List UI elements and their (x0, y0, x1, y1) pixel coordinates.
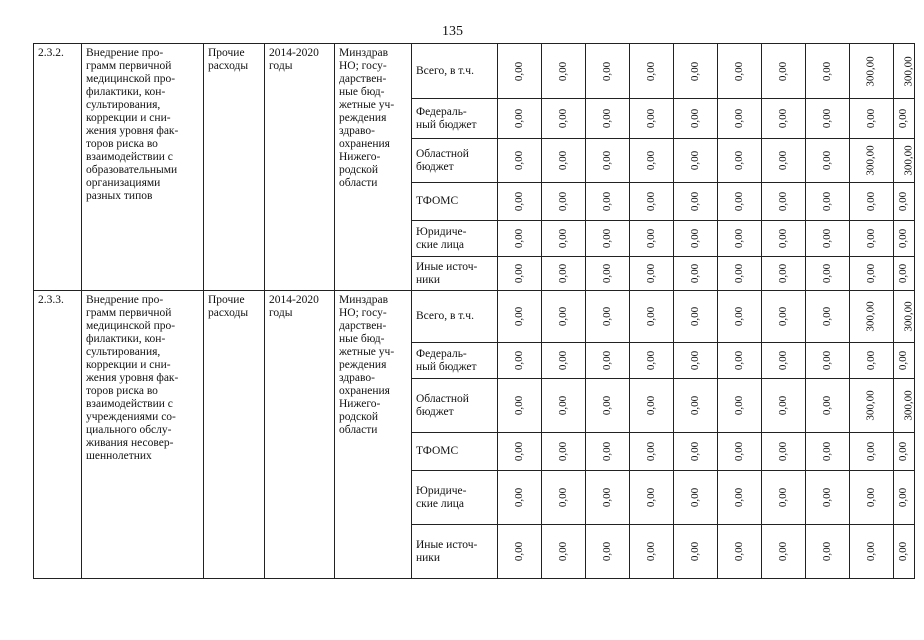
value-cell (542, 257, 586, 291)
value-text: 0,00 (557, 350, 569, 371)
value-text: 0,00 (733, 263, 745, 284)
value-cell (542, 379, 586, 433)
value-text: 0,00 (777, 263, 789, 284)
value-cell (630, 221, 674, 257)
value-cell (762, 139, 806, 183)
value-text: 0,00 (733, 541, 745, 562)
table-body (34, 44, 915, 579)
value-text: 0,00 (513, 61, 525, 81)
value-cell (806, 525, 850, 579)
funding-source: Всего, в т.ч. (412, 291, 498, 343)
value-text: 0,00 (733, 395, 745, 416)
value-text: 0,00 (897, 541, 910, 562)
value-text: 0,00 (645, 395, 657, 416)
value-cell (894, 221, 915, 257)
value-cell (674, 433, 718, 471)
value-text: 0,00 (601, 61, 613, 81)
value-cell (586, 343, 630, 379)
value-text: 0,00 (821, 150, 833, 171)
value-text: 0,00 (689, 191, 701, 212)
value-text: 0,00 (777, 108, 789, 129)
value-cell (542, 343, 586, 379)
value-cell (850, 183, 894, 221)
value-cell (498, 139, 542, 183)
value-text: 0,00 (689, 150, 701, 171)
value-cell (630, 471, 674, 525)
value-cell (806, 139, 850, 183)
value-text: 0,00 (513, 263, 525, 284)
value-cell (498, 471, 542, 525)
value-cell (762, 343, 806, 379)
item-title: Внедрение про- грамм первичной медицинской про- филактики, кон- сультирования, коррекции и сни- жения уровня фак- торов риска во взаимодействии с образовательными организациями разных типов (82, 44, 204, 291)
value-cell (806, 183, 850, 221)
value-text: 0,00 (513, 441, 525, 462)
value-cell (718, 525, 762, 579)
value-cell (718, 99, 762, 139)
value-text: 0,00 (865, 263, 877, 284)
value-text: 0,00 (897, 441, 910, 462)
value-cell (806, 343, 850, 379)
value-text: 0,00 (689, 228, 701, 249)
value-text: 0,00 (897, 228, 910, 249)
value-text: 0,00 (821, 441, 833, 462)
value-text: 300,00 (865, 301, 877, 332)
value-cell (674, 379, 718, 433)
value-text: 300,00 (902, 301, 915, 332)
value-text: 0,00 (601, 191, 613, 212)
value-cell (542, 471, 586, 525)
value-text: 0,00 (645, 228, 657, 249)
value-cell (718, 291, 762, 343)
value-cell (762, 433, 806, 471)
value-text: 0,00 (897, 487, 910, 508)
value-cell (850, 139, 894, 183)
value-text: 0,00 (821, 487, 833, 508)
value-text: 0,00 (645, 150, 657, 171)
value-cell (894, 44, 915, 99)
value-cell (894, 471, 915, 525)
funding-source: ТФОМС (412, 433, 498, 471)
value-cell (630, 44, 674, 99)
value-text: 0,00 (601, 306, 613, 327)
value-text: 0,00 (513, 228, 525, 249)
expense-type: Прочие расходы (204, 44, 265, 291)
value-cell (674, 257, 718, 291)
value-text: 0,00 (601, 541, 613, 562)
value-cell (498, 257, 542, 291)
value-cell (586, 291, 630, 343)
value-cell (718, 221, 762, 257)
value-cell (850, 471, 894, 525)
value-cell (586, 525, 630, 579)
value-cell (498, 221, 542, 257)
value-cell (806, 433, 850, 471)
funding-source: Областной бюджет (412, 139, 498, 183)
value-cell (542, 291, 586, 343)
value-cell (894, 379, 915, 433)
value-cell (586, 139, 630, 183)
value-text: 0,00 (513, 150, 525, 171)
value-text: 0,00 (689, 263, 701, 284)
value-text: 0,00 (821, 263, 833, 284)
value-text: 0,00 (513, 108, 525, 129)
value-text: 0,00 (733, 441, 745, 462)
value-text: 0,00 (557, 441, 569, 462)
value-cell (630, 257, 674, 291)
executor: Минздрав НО; госу- дарствен- ные бюд- жетные уч- реждения здраво- охранения Нижего- родской области (335, 44, 412, 291)
value-text: 0,00 (777, 395, 789, 416)
value-cell (894, 183, 915, 221)
value-cell (630, 343, 674, 379)
value-cell (630, 525, 674, 579)
item-number: 2.3.3. (34, 291, 82, 579)
value-text: 0,00 (733, 350, 745, 371)
value-cell (630, 99, 674, 139)
value-cell (586, 257, 630, 291)
value-text: 0,00 (865, 350, 877, 371)
value-cell (718, 343, 762, 379)
value-text: 0,00 (645, 441, 657, 462)
value-text: 0,00 (645, 263, 657, 284)
value-cell (850, 379, 894, 433)
value-text: 0,00 (733, 61, 745, 81)
value-text: 0,00 (513, 487, 525, 508)
funding-source: Иные источ- ники (412, 525, 498, 579)
value-cell (586, 44, 630, 99)
value-text: 0,00 (645, 350, 657, 371)
value-text: 0,00 (557, 191, 569, 212)
value-text: 0,00 (689, 306, 701, 327)
value-cell (586, 379, 630, 433)
value-cell (762, 379, 806, 433)
value-text: 0,00 (865, 487, 877, 508)
value-text: 0,00 (733, 228, 745, 249)
value-text: 0,00 (557, 487, 569, 508)
value-text: 0,00 (557, 306, 569, 327)
value-text: 0,00 (897, 108, 910, 129)
value-text: 0,00 (897, 191, 910, 212)
value-cell (806, 99, 850, 139)
value-cell (674, 139, 718, 183)
table-row (34, 291, 915, 343)
value-cell (850, 221, 894, 257)
expense-type: Прочие расходы (204, 291, 265, 579)
value-text: 0,00 (645, 191, 657, 212)
value-text: 0,00 (897, 263, 910, 284)
value-cell (850, 291, 894, 343)
value-text: 0,00 (777, 441, 789, 462)
value-text: 0,00 (645, 108, 657, 129)
value-text: 0,00 (601, 228, 613, 249)
value-cell (542, 525, 586, 579)
value-cell (762, 221, 806, 257)
value-cell (718, 44, 762, 99)
value-cell (630, 139, 674, 183)
value-cell (498, 44, 542, 99)
value-cell (586, 433, 630, 471)
value-text: 0,00 (513, 541, 525, 562)
value-cell (674, 291, 718, 343)
value-cell (762, 471, 806, 525)
value-text: 300,00 (865, 145, 877, 176)
value-text: 0,00 (513, 350, 525, 371)
value-text: 0,00 (733, 108, 745, 129)
value-text: 0,00 (645, 61, 657, 81)
value-cell (850, 343, 894, 379)
value-text: 0,00 (777, 487, 789, 508)
value-cell (894, 99, 915, 139)
value-text: 0,00 (689, 108, 701, 129)
value-cell (586, 99, 630, 139)
value-cell (806, 379, 850, 433)
value-cell (762, 525, 806, 579)
value-text: 0,00 (865, 228, 877, 249)
value-text: 300,00 (865, 55, 877, 87)
value-cell (806, 291, 850, 343)
value-text: 0,00 (689, 541, 701, 562)
funding-source: Областной бюджет (412, 379, 498, 433)
period: 2014-2020 годы (265, 44, 335, 291)
value-cell (850, 99, 894, 139)
value-text: 0,00 (777, 306, 789, 327)
value-cell (894, 291, 915, 343)
value-text: 0,00 (865, 541, 877, 562)
value-cell (894, 257, 915, 291)
funding-source: Федераль- ный бюджет (412, 343, 498, 379)
funding-source: ТФОМС (412, 183, 498, 221)
value-text: 0,00 (601, 487, 613, 508)
page-number: 135 (442, 24, 463, 39)
value-text: 0,00 (777, 150, 789, 171)
value-cell (542, 221, 586, 257)
value-text: 0,00 (821, 395, 833, 416)
value-text: 0,00 (865, 441, 877, 462)
value-text: 0,00 (645, 306, 657, 327)
budget-table (33, 43, 915, 579)
value-cell (542, 99, 586, 139)
value-text: 0,00 (645, 487, 657, 508)
value-text: 0,00 (689, 487, 701, 508)
value-cell (498, 379, 542, 433)
value-cell (718, 183, 762, 221)
value-cell (542, 433, 586, 471)
value-text: 0,00 (821, 61, 833, 81)
value-text: 0,00 (557, 61, 569, 81)
value-cell (674, 525, 718, 579)
value-cell (718, 471, 762, 525)
value-text: 0,00 (513, 395, 525, 416)
value-cell (542, 139, 586, 183)
value-cell (806, 471, 850, 525)
executor: Минздрав НО; госу- дарствен- ные бюд- жетные уч- реждения здраво- охранения Нижего- родской области (335, 291, 412, 579)
value-text: 300,00 (902, 55, 915, 87)
value-text: 300,00 (865, 390, 877, 421)
value-text: 0,00 (777, 191, 789, 212)
value-cell (630, 433, 674, 471)
period: 2014-2020 годы (265, 291, 335, 579)
value-text: 0,00 (689, 350, 701, 371)
value-text: 0,00 (733, 150, 745, 171)
funding-source: Федераль- ный бюджет (412, 99, 498, 139)
value-text: 0,00 (601, 395, 613, 416)
value-text: 0,00 (777, 541, 789, 562)
value-cell (498, 183, 542, 221)
item-title: Внедрение про- грамм первичной медицинской про- филактики, кон- сультирования, коррекции и сни- жения уровня фак- торов риска во взаимодействии с учреждениями со- циального обслу- живания несовер- шеннолетних (82, 291, 204, 579)
value-text: 0,00 (557, 263, 569, 284)
value-text: 0,00 (865, 108, 877, 129)
value-text: 0,00 (689, 61, 701, 81)
value-cell (542, 44, 586, 99)
value-cell (586, 221, 630, 257)
value-text: 300,00 (902, 390, 915, 421)
value-cell (498, 99, 542, 139)
table-row (34, 44, 915, 99)
value-cell (718, 257, 762, 291)
value-cell (674, 183, 718, 221)
funding-source: Юридиче- ские лица (412, 471, 498, 525)
item-number: 2.3.2. (34, 44, 82, 291)
value-text: 0,00 (601, 150, 613, 171)
value-text: 0,00 (865, 191, 877, 212)
value-text: 300,00 (902, 145, 915, 176)
value-text: 0,00 (777, 61, 789, 81)
value-text: 0,00 (777, 228, 789, 249)
value-text: 0,00 (821, 191, 833, 212)
value-cell (850, 525, 894, 579)
value-text: 0,00 (557, 108, 569, 129)
value-cell (762, 99, 806, 139)
value-text: 0,00 (513, 191, 525, 212)
value-cell (762, 257, 806, 291)
value-text: 0,00 (513, 306, 525, 327)
value-cell (894, 433, 915, 471)
value-text: 0,00 (821, 541, 833, 562)
value-text: 0,00 (821, 108, 833, 129)
value-cell (894, 139, 915, 183)
value-cell (762, 44, 806, 99)
funding-source: Юридиче- ские лица (412, 221, 498, 257)
value-cell (718, 379, 762, 433)
value-text: 0,00 (557, 150, 569, 171)
value-text: 0,00 (601, 350, 613, 371)
value-cell (718, 433, 762, 471)
value-cell (498, 525, 542, 579)
value-text: 0,00 (557, 541, 569, 562)
value-cell (498, 291, 542, 343)
value-text: 0,00 (689, 441, 701, 462)
value-cell (630, 183, 674, 221)
value-text: 0,00 (733, 487, 745, 508)
value-cell (498, 343, 542, 379)
value-text: 0,00 (601, 441, 613, 462)
value-cell (762, 183, 806, 221)
value-cell (850, 257, 894, 291)
value-text: 0,00 (897, 350, 910, 371)
value-cell (762, 291, 806, 343)
funding-source: Иные источ- ники (412, 257, 498, 291)
value-cell (542, 183, 586, 221)
value-cell (674, 221, 718, 257)
value-text: 0,00 (733, 191, 745, 212)
value-cell (630, 291, 674, 343)
value-cell (674, 343, 718, 379)
value-text: 0,00 (601, 108, 613, 129)
value-cell (806, 221, 850, 257)
funding-source: Всего, в т.ч. (412, 44, 498, 99)
value-text: 0,00 (821, 306, 833, 327)
value-text: 0,00 (645, 541, 657, 562)
value-text: 0,00 (557, 228, 569, 249)
value-cell (674, 99, 718, 139)
value-cell (630, 379, 674, 433)
value-cell (674, 471, 718, 525)
value-cell (850, 44, 894, 99)
value-cell (806, 44, 850, 99)
value-cell (850, 433, 894, 471)
value-text: 0,00 (689, 395, 701, 416)
value-cell (894, 343, 915, 379)
value-text: 0,00 (777, 350, 789, 371)
value-text: 0,00 (821, 350, 833, 371)
value-text: 0,00 (821, 228, 833, 249)
value-text: 0,00 (733, 306, 745, 327)
value-text: 0,00 (601, 263, 613, 284)
value-cell (674, 44, 718, 99)
value-cell (718, 139, 762, 183)
value-text: 0,00 (557, 395, 569, 416)
value-cell (806, 257, 850, 291)
value-cell (586, 471, 630, 525)
value-cell (586, 183, 630, 221)
value-cell (498, 433, 542, 471)
value-cell (894, 525, 915, 579)
